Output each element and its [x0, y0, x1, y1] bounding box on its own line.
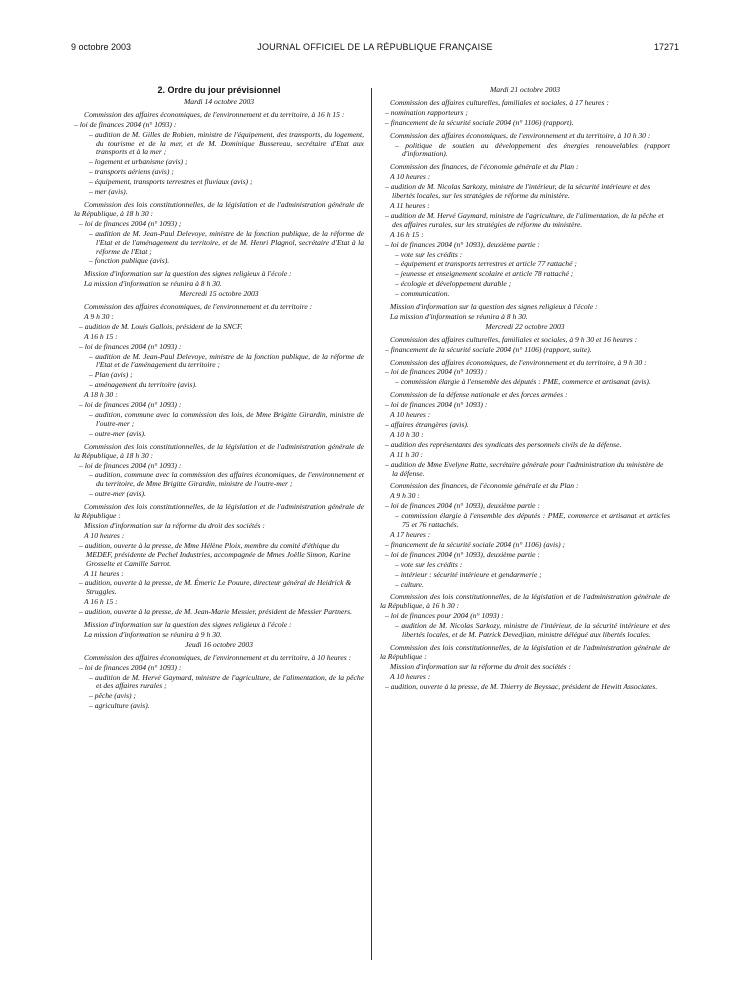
committee-heading: Commission des lois constitutionnelles, de la législation et de l'administration générale de la République, à 18 h 30 : [74, 199, 364, 218]
committee-heading: Commission des affaires économiques, de l'environnement et du territoire, à 10 heures : [84, 652, 352, 662]
agenda-item: – audition, ouverte à la presse, de Mme Hélène Ploix, membre du comité d'éthique du MEDEF, présidente de Pechel Industries, accompagnée de Mmes Joëlle Simon, Karine Grosselte et Camille Sarrot. [79, 540, 351, 568]
agenda-item: – fonction publique (avis). [89, 256, 170, 266]
agenda-item: – financement de la sécurité sociale 2004 (n° 1106) (avis) ; [385, 539, 566, 549]
agenda-item: – transports aériens (avis) ; [89, 167, 174, 177]
agenda-item: – audition, ouverte à la presse, de M. Jean-Marie Messier, président de Messier Partners. [79, 607, 353, 617]
agenda-item: – loi de finances pour 2004 (n° 1093) : [385, 611, 504, 621]
time-line: A 10 heures : [390, 671, 431, 681]
column-divider [371, 88, 372, 960]
agenda-item: – audition de Mme Evelyne Ratte, secrétaire générale pour l'administration du ministère de la défense. [385, 459, 664, 478]
day-heading: Mardi 14 octobre 2003 [183, 96, 255, 106]
agenda-item: – vote sur les crédits : [395, 249, 463, 259]
committee-heading: Mission d'information sur la question des signes religieux à l'école : [84, 269, 292, 279]
committee-heading: Commission des lois constitutionnelles, de la législation et de l'administration générale de la République, à 16 h 30 : [380, 592, 670, 611]
time-line: A 17 heures : [390, 529, 431, 539]
agenda-item: – audition, ouverte à la presse, de M. Thierry de Beyssac, président de Hewitt Associates. [385, 681, 658, 691]
agenda-item: – audition, commune avec la commission des affaires économiques, de l'environnement et du territoire, de Mme Brigitte Girardin, ministre de l'outre-mer ; [89, 470, 364, 489]
agenda-item: – commission élargie à l'ensemble des députés : PME, commerce et artisanat (avis). [395, 377, 651, 387]
agenda-item: – loi de finances 2004 (n° 1093), deuxième partie : [385, 239, 540, 249]
committee-heading: Commission des finances, de l'économie générale et du Plan : [390, 162, 579, 172]
time-line: A 10 heures : [390, 410, 431, 420]
agenda-item: – outre-mer (avis). [89, 428, 146, 438]
agenda-item: – loi de finances 2004 (n° 1093) : [79, 400, 182, 410]
agenda-item: – financement de la sécurité sociale 2004 (n° 1106) (rapport). [385, 117, 574, 127]
time-line: A 16 h 15 : [84, 331, 118, 341]
left-column [74, 86, 364, 712]
agenda-item: – intérieur : sécurité intérieure et gendarmerie ; [395, 569, 542, 579]
agenda-item: – audition de M. Nicolas Sarkozy, ministre de l'intérieur, de la sécurité intérieure et des libertés locales, et de M. Patrick Devedjian, ministre délégué aux libertés locales. [395, 621, 670, 640]
page-header [71, 42, 679, 56]
day-heading: Mardi 21 octobre 2003 [489, 85, 561, 94]
agenda-item: – loi de finances 2004 (n° 1093), deuxième partie : [385, 549, 540, 559]
agenda-item: – nomination rapporteurs ; [385, 107, 468, 117]
agenda-item: – audition de M. Jean-Paul Delevoye, ministre de la fonction publique, de la réforme de l'Etat et de l'aménagement du territoire ; [89, 351, 364, 370]
agenda-item: – loi de finances 2004 (n° 1093) : [79, 341, 182, 351]
time-line: A 18 h 30 : [84, 390, 118, 400]
committee-heading: Commission des affaires culturelles, familiales et sociales, à 9 h 30 et 16 heures : [390, 334, 638, 344]
agenda-item: – audition des représentants des syndicats des personnels civils de la défense. [385, 439, 622, 449]
agenda-item: – jeunesse et enseignement scolaire et article 78 rattaché ; [395, 269, 574, 279]
agenda-item: – loi de finances 2004 (n° 1093) : [79, 662, 182, 672]
agenda-item: – commission élargie à l'ensemble des députés : PME, commerce et artisanat et articles 75 et 76 rattachés. [395, 511, 670, 530]
committee-heading: Mission d'information sur la question des signes religieux à l'école : [390, 302, 598, 312]
agenda-item: – financement de la sécurité sociale 2004 (n° 1106) (rapport, suite). [385, 344, 592, 354]
page-number: 17271 [653, 42, 679, 52]
agenda-item: – loi de finances 2004 (n° 1093), deuxième partie : [385, 501, 540, 511]
time-line: La mission d'information se réunira à 8 h 30. [390, 311, 528, 321]
time-line: A 11 heures : [390, 200, 430, 210]
agenda-item: – culture. [395, 579, 424, 589]
committee-heading: Mission d'information sur la question des signes religieux à l'école : [84, 620, 292, 630]
time-line: Mission d'information sur la réforme du droit des sociétés : [84, 520, 265, 530]
journal-title: JOURNAL OFFICIEL DE LA RÉPUBLIQUE FRANÇAISE [257, 42, 493, 52]
day-heading: Jeudi 16 octobre 2003 [185, 639, 253, 649]
committee-heading: Commission des affaires économiques, de l'environnement et du territoire, à 16 h 15 : [84, 109, 345, 119]
time-line: La mission d'information se réunira à 8 h 30. [84, 279, 222, 289]
agenda-item: – audition, commune avec la commission des lois, de Mme Brigitte Girardin, ministre de l'outre-mer ; [89, 410, 364, 428]
time-line: A 16 h 15 : [390, 229, 424, 239]
agenda-item: – audition de M. Hervé Gaymard, ministre de l'agriculture, de l'alimentation, de la pêche et des affaires rurales ; [89, 672, 364, 691]
agenda-item: – loi de finances 2004 (n° 1093) : [74, 119, 177, 129]
committee-heading: Commission des finances, de l'économie générale et du Plan : [390, 481, 579, 491]
agenda-item: – Plan (avis) ; [89, 370, 133, 380]
agenda-item: – audition, ouverte à la presse, de M. Émeric Le Pouure, directeur général de Heidrick & Struggles. [79, 578, 352, 597]
agenda-item: – écologie et développement durable ; [395, 279, 512, 289]
agenda-item: – politique de soutien au développement des énergies renouvelables (rapport d'information). [395, 140, 670, 159]
agenda-item: – communication. [395, 289, 450, 299]
section-title: 2. Ordre du jour prévisionnel [157, 85, 281, 95]
time-line: A 10 h 30 : [390, 429, 424, 439]
agenda-item: – loi de finances 2004 (n° 1093) : [79, 460, 182, 470]
committee-heading: Commission des lois constitutionnelles, de la législation et de l'administration générale de la République : [74, 502, 364, 521]
day-heading: Mercredi 22 octobre 2003 [485, 321, 565, 331]
time-line: A 16 h 15 : [84, 597, 118, 607]
agenda-item: – équipement et transports terrestres et article 77 rattaché ; [395, 259, 577, 269]
issue-date: 9 octobre 2003 [71, 42, 132, 52]
agenda-item: – affaires étrangères (avis). [385, 420, 469, 429]
agenda-item: – logement et urbanisme (avis) ; [89, 157, 188, 167]
agenda-item: – audition de M. Louis Gallois, président de la SNCF. [79, 321, 243, 331]
agenda-item: – outre-mer (avis). [89, 489, 146, 499]
agenda-item: – loi de finances 2004 (n° 1093) ; [79, 218, 182, 228]
time-line: Mission d'information sur la réforme du droit des sociétés : [390, 661, 571, 671]
agenda-item: – audition de M. Hervé Gaymard, ministre de l'agriculture, de l'alimentation, de la pêche et des affaires rurales, sur les stratégies de réforme du ministère. [385, 210, 664, 229]
time-line: A 11 heures : [84, 568, 124, 578]
time-line: A 10 heures : [390, 172, 431, 182]
committee-heading: Commission des lois constitutionnelles, de la législation et de l'administration générale de la République, à 18 h 30 : [74, 441, 364, 460]
committee-heading: Commission des affaires économiques, de l'environnement et du territoire, à 9 h 30 : [390, 357, 647, 367]
agenda-item: – mer (avis). [89, 187, 128, 197]
time-line: A 11 h 30 : [390, 449, 424, 459]
committee-heading: Commission de la défense nationale et des forces armées : [390, 390, 568, 400]
agenda-item: – audition de M. Nicolas Sarkozy, ministre de l'intérieur, de la sécurité intérieure et des libertés locales, sur les stratégies de réforme du ministère. [385, 182, 651, 201]
right-column [380, 86, 670, 692]
time-line: A 9 h 30 : [84, 311, 114, 321]
agenda-item: – pêche (avis) ; [89, 691, 137, 701]
time-line: A 9 h 30 : [390, 491, 420, 501]
day-heading: Mercredi 15 octobre 2003 [179, 289, 259, 299]
agenda-item: – loi de finances 2004 (n° 1093) : [385, 367, 488, 377]
time-line: La mission d'information se réunira à 9 h 30. [84, 629, 222, 639]
agenda-item: – équipement, transports terrestres et fluviaux (avis) ; [89, 177, 253, 187]
committee-heading: Commission des lois constitutionnelles, de la législation et de l'administration générale de la République : [380, 642, 670, 661]
agenda-item: – loi de finances 2004 (n° 1093) : [385, 400, 488, 410]
committee-heading: Commission des affaires économiques, de l'environnement et du territoire, à 10 h 30 : [390, 130, 651, 140]
time-line: A 10 heures : [84, 530, 125, 540]
agenda-item: – audition de M. Gilles de Robien, ministre de l'équipement, des transports, du logement, du tourisme et de la mer, et de M. Dominique Bussereau, secrétaire d'Etat aux transports et à la mer ; [89, 129, 364, 157]
agenda-item: – vote sur les crédits : [395, 559, 463, 569]
agenda-item: – audition de M. Jean-Paul Delevoye, ministre de la fonction publique, de la réforme de l'Etat et de l'aménagement du territoire, et de M. Henri Plagnol, secrétaire d'Etat à la réforme de l'Etat ; [89, 228, 364, 256]
committee-heading: Commission des affaires économiques, de l'environnement et du territoire : [84, 302, 313, 312]
agenda-item: – aménagement du territoire (avis). [89, 380, 197, 390]
committee-heading: Commission des affaires culturelles, familiales et sociales, à 17 heures : [390, 97, 609, 107]
agenda-item: – agriculture (avis). [89, 701, 150, 711]
